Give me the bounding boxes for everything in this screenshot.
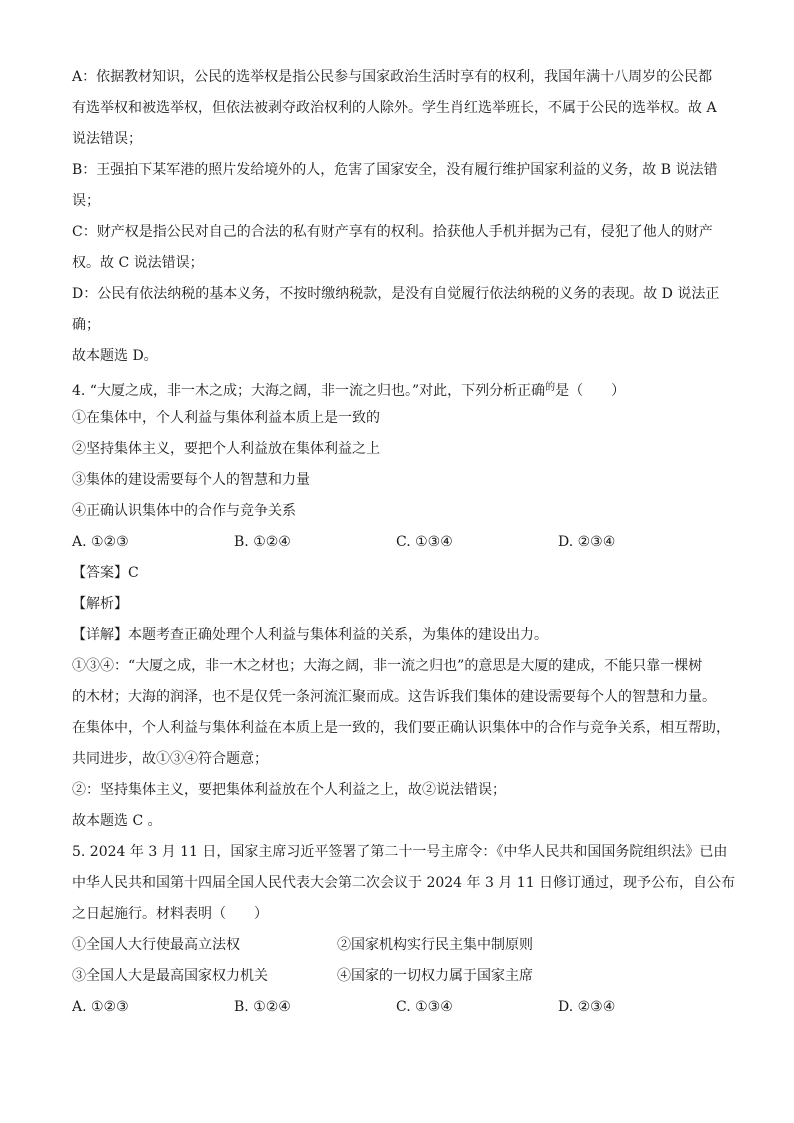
detail-line: 【详解】本题考查正确处理个人利益与集体利益的关系，为集体的建设出力。 (72, 627, 548, 643)
text-line: 确； (72, 317, 100, 333)
option-a: A. ①②③ (72, 534, 129, 550)
question-stem: 中华人民共和国第十四届全国人民代表大会第二次会议于 2024 年 3 月 11 日修订通过，现予公布，自公布 (72, 875, 736, 891)
option-d: D. ②③④ (558, 534, 616, 550)
answer-label: 【答案】C (72, 565, 139, 581)
stem-text: 是（ ） (555, 383, 626, 399)
detail-line: 的木材；大海的润泽，也不是仅凭一条河流汇聚而成。这告诉我们集体的建设需要每个人的智慧和力量。 (72, 689, 716, 705)
question-4 (72, 372, 732, 837)
option-b: B. ①②④ (234, 534, 291, 550)
text-line: 故本题选 D。 (72, 348, 158, 364)
text-line: C：财产权是指公民对自己的合法的私有财产享有的权利。拾获他人手机并据为己有，侵犯了他人的财产 (72, 224, 713, 240)
stem-superscript: 的 (545, 382, 556, 393)
stem-text: 4. “大厦之成，非一木之成；大海之阔，非一流之归也。”对此，下列分析正确 (72, 383, 546, 399)
detail-line: 共同进步，故①③④符合题意； (72, 751, 268, 767)
statement-item: ④正确认识集体中的合作与竞争关系 (72, 503, 296, 519)
option-d: D. ②③④ (558, 999, 616, 1015)
option-c: C. ①③④ (396, 999, 453, 1015)
detail-line: ①③④：“大厦之成，非一木之材也；大海之阔，非一流之归也”的意思是大厦的建成，不能只靠一棵树 (72, 658, 703, 674)
answer-options (72, 527, 732, 558)
text-line: 权。故 C 说法错误； (72, 255, 204, 271)
option-c: C. ①③④ (396, 534, 453, 550)
statement-item: ①在集体中，个人利益与集体利益本质上是一致的 (72, 410, 380, 426)
statement-row (72, 961, 732, 992)
question-stem: 之日起施行。材料表明（ ） (72, 906, 268, 922)
detail-line: 在集体中，个人利益与集体利益在本质上是一致的，我们要正确认识集体中的合作与竞争关系，相互帮助， (72, 720, 730, 736)
statement-item: ②坚持集体主义，要把个人利益放在集体利益之上 (72, 441, 380, 457)
answer-options (72, 992, 732, 1023)
text-line: A：依据教材知识，公民的选举权是指公民参与国家政治生活时享有的权利，我国年满十八周岁的公民都 (72, 69, 713, 85)
question-5 (72, 837, 736, 1023)
statement-item: ③全国人大是最高国家权力机关 (72, 968, 268, 984)
question-stem: 5. 2024 年 3 月 11 日，国家主席习近平签署了第二十一号主席令：《中华人民共和国国务院组织法》已由 (72, 844, 728, 860)
statement-item: ①全国人大行使最高立法权 (72, 937, 240, 953)
text-line: 有选举权和被选举权，但依法被剥夺政治权利的人除外。学生肖红选举班长，不属于公民的选举权。故 A (72, 100, 717, 116)
statement-row (72, 930, 732, 961)
q3-analysis (72, 62, 732, 372)
document-page (72, 62, 736, 1023)
text-line: 说法错误； (72, 131, 142, 147)
statement-item: ②国家机构实行民主集中制原则 (337, 937, 533, 953)
text-line: 误； (72, 193, 100, 209)
detail-line: 故本题选 C 。 (72, 813, 162, 829)
text-line: B：王强拍下某军港的照片发给境外的人，危害了国家安全，没有履行维护国家利益的义务，故 B 说法错 (72, 162, 718, 178)
text-line: D：公民有依法纳税的基本义务，不按时缴纳税款，是没有自觉履行依法纳税的义务的表现。故 D 说法正 (72, 286, 720, 302)
detail-line: ②：坚持集体主义，要把集体利益放在个人利益之上，故②说法错误； (72, 782, 506, 798)
analysis-label: 【解析】 (72, 596, 128, 612)
question-stem (72, 372, 732, 403)
option-b: B. ①②④ (234, 999, 291, 1015)
option-a: A. ①②③ (72, 999, 129, 1015)
statement-item: ③集体的建设需要每个人的智慧和力量 (72, 472, 310, 488)
statement-item: ④国家的一切权力属于国家主席 (337, 968, 533, 984)
